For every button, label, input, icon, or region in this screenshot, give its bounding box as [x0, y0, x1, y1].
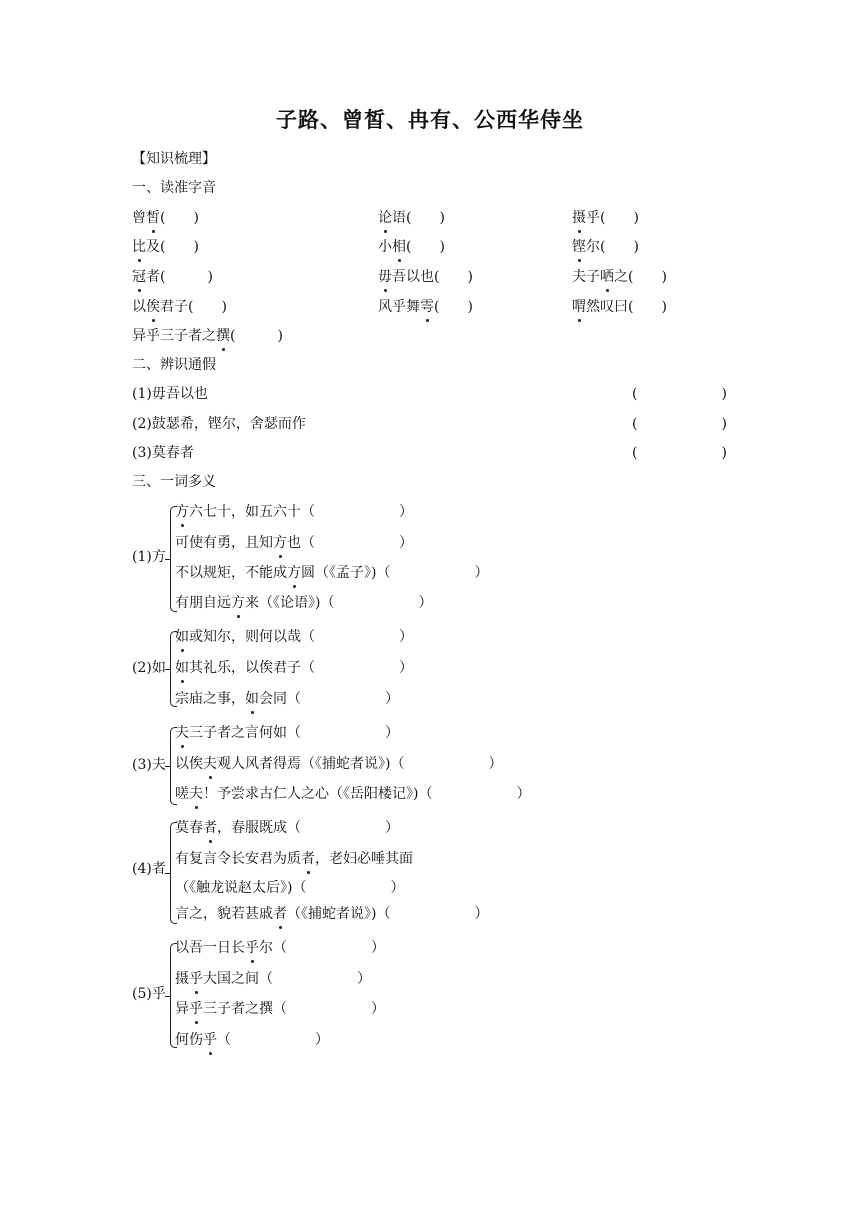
- polysemy-line: 嗟夫！予尝求古仁人之心（《岳阳楼记》)（ ）: [175, 786, 531, 802]
- emphasis-dot: 铿: [572, 239, 586, 255]
- polysemy-line: 不以规矩，不能成方圆（《孟子》)（ ）: [175, 565, 489, 581]
- polysemy-line: （《触龙说赵太后》)（ ）: [175, 880, 405, 896]
- part1-heading: 一、读准字音: [132, 180, 216, 196]
- polysemy-label: (3)夫: [132, 757, 166, 773]
- pronunciation-item: 铿尔( ): [572, 239, 639, 255]
- pronunciation-item: 异乎三子者之撰( ): [132, 328, 283, 344]
- emphasis-dot: 如: [175, 629, 189, 645]
- pronunciation-item: 以俟君子( ): [132, 299, 227, 315]
- emphasis-dot: 方: [231, 595, 245, 611]
- emphasis-dot: 乎: [203, 1032, 217, 1048]
- polysemy-line: 以俟夫观人风者得焉（《捕蛇者说》)（ ）: [175, 756, 503, 772]
- pronunciation-item: 小相( ): [378, 239, 445, 255]
- emphasis-dot: 方: [175, 504, 189, 520]
- emphasis-dot: 者: [273, 906, 287, 922]
- pronunciation-item: 比及( ): [132, 239, 199, 255]
- polysemy-line: 如其礼乐，以俟君子（ ）: [175, 660, 413, 676]
- emphasis-dot: 哂: [600, 269, 614, 285]
- polysemy-line: 如或知尔，则何以哉（ ）: [175, 629, 413, 645]
- section-heading: 【知识梳理】: [132, 151, 216, 167]
- emphasis-dot: 撰: [216, 328, 230, 344]
- polysemy-line: 言之，貌若甚戚者（《捕蛇者说》)（ ）: [175, 906, 489, 922]
- answer-blank: ( ): [632, 445, 727, 461]
- emphasis-dot: 方: [273, 535, 287, 551]
- emphasis-dot: 雩: [420, 299, 434, 315]
- polysemy-line: 夫三子者之言何如（ ）: [175, 725, 399, 741]
- pronunciation-item: 论语( ): [378, 210, 445, 226]
- pronunciation-item: 摄乎( ): [572, 210, 639, 226]
- answer-blank: ( ): [632, 386, 727, 402]
- page-title: 子路、曾皙、冉有、公西华侍坐: [276, 108, 584, 132]
- polysemy-line: 有复言令长安君为质者，老妇必唾其面: [175, 851, 413, 867]
- emphasis-dot: 如: [245, 691, 259, 707]
- polysemy-line: 摄乎大国之间（ ）: [175, 971, 371, 987]
- polysemy-label: (5)乎: [132, 986, 166, 1002]
- tongjia-item: (3)莫春者: [132, 445, 194, 461]
- emphasis-dot: 者: [203, 820, 217, 836]
- polysemy-line: 有朋自远方来（《论语》)（ ）: [175, 595, 433, 611]
- answer-blank: ( ): [632, 416, 727, 432]
- polysemy-label: (1)方: [132, 549, 166, 565]
- emphasis-dot: 夫: [189, 786, 203, 802]
- emphasis-dot: 皙: [146, 210, 160, 226]
- polysemy-line: 可使有勇，且知方也（ ）: [175, 535, 413, 551]
- pronunciation-item: 风乎舞雩( ): [378, 299, 473, 315]
- part2-heading: 二、辨识通假: [132, 357, 216, 373]
- pronunciation-item: 冠者( ): [132, 269, 213, 285]
- polysemy-label: (4)者: [132, 861, 166, 877]
- pronunciation-item: 喟然叹曰( ): [572, 299, 667, 315]
- polysemy-line: 莫春者，春服既成（ ）: [175, 820, 399, 836]
- pronunciation-item: 夫子哂之( ): [572, 269, 667, 285]
- emphasis-dot: 夫: [203, 756, 217, 772]
- polysemy-line: 异乎三子者之撰（ ）: [175, 1001, 385, 1017]
- emphasis-dot: 冠: [132, 269, 146, 285]
- emphasis-dot: 喟: [572, 299, 586, 315]
- polysemy-line: 以吾一日长乎尔（ ）: [175, 940, 385, 956]
- emphasis-dot: 夫: [175, 725, 189, 741]
- emphasis-dot: 方: [287, 565, 301, 581]
- polysemy-label: (2)如: [132, 660, 166, 676]
- tongjia-item: (1)毋吾以也: [132, 386, 208, 402]
- emphasis-dot: 乎: [245, 940, 259, 956]
- pronunciation-item: 毋吾以也( ): [378, 269, 473, 285]
- emphasis-dot: 俟: [146, 299, 160, 315]
- emphasis-dot: 论: [378, 210, 392, 226]
- emphasis-dot: 者: [301, 851, 315, 867]
- pronunciation-item: 曾皙( ): [132, 210, 199, 226]
- emphasis-dot: 乎: [189, 971, 203, 987]
- emphasis-dot: 摄: [572, 210, 586, 226]
- emphasis-dot: 毋: [378, 269, 392, 285]
- polysemy-line: 宗庙之事，如会同（ ）: [175, 691, 399, 707]
- tongjia-item: (2)鼓瑟希，铿尔，舍瑟而作: [132, 416, 306, 432]
- part3-heading: 三、一词多义: [132, 474, 216, 490]
- emphasis-dot: 相: [392, 239, 406, 255]
- emphasis-dot: 如: [175, 660, 189, 676]
- polysemy-line: 方六七十，如五六十（ ）: [175, 504, 413, 520]
- emphasis-dot: 比: [132, 239, 146, 255]
- emphasis-dot: 乎: [189, 1001, 203, 1017]
- polysemy-line: 何伤乎（ ）: [175, 1032, 329, 1048]
